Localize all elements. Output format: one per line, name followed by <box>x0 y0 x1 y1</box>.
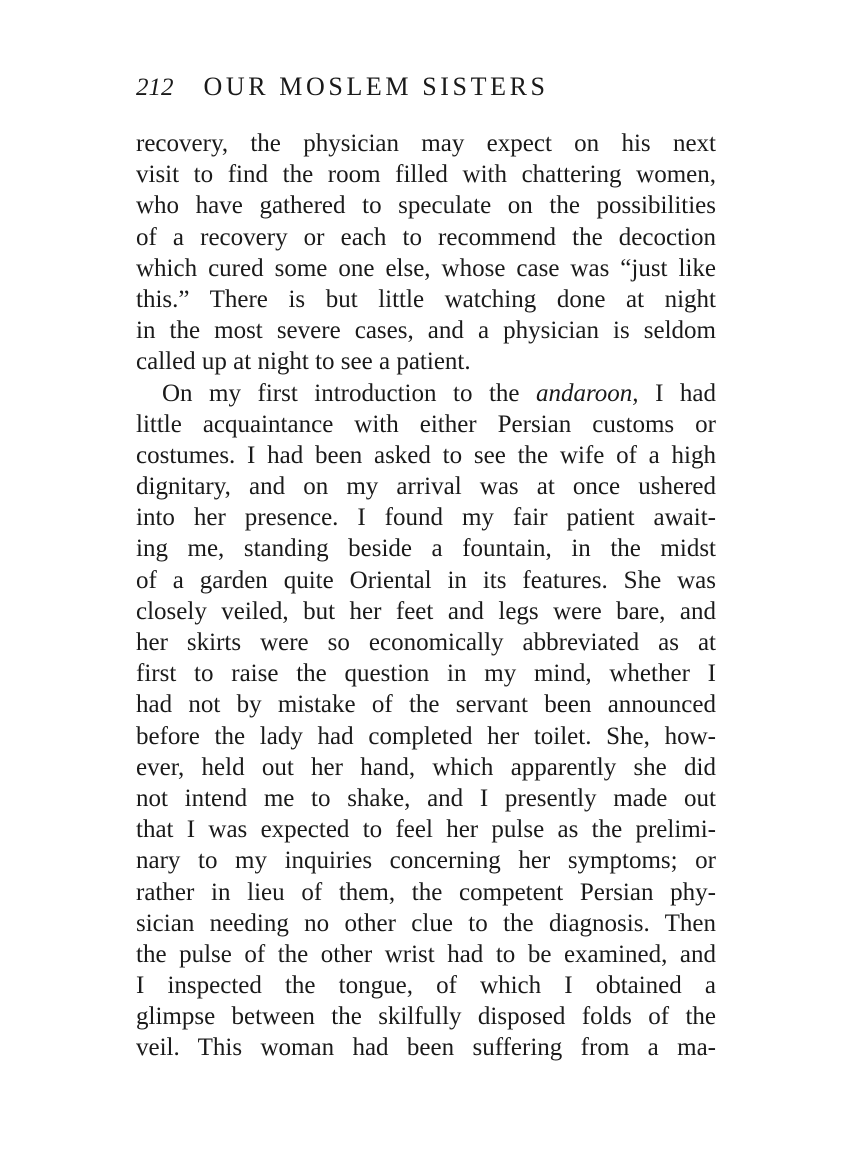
text-segment: On my first introduction to the <box>162 379 536 407</box>
text-line: her skirts were so economically abbreviated as at <box>136 629 716 656</box>
text-line: rather in lieu of them, the competent Persian phy- <box>136 878 716 906</box>
text-line: which cured some one else, whose case was “just like <box>136 254 716 282</box>
text-line: first to raise the question in my mind, whether I <box>136 660 716 688</box>
emphasized-word: andaroon, <box>536 379 639 407</box>
text-line: costumes. I had been asked to see the wife of a high <box>136 441 716 469</box>
text-line: that I was expected to feel her pulse as the prelimi- <box>136 816 716 844</box>
text-line: nary to my inquiries concerning her symptoms; or <box>136 847 716 875</box>
page-header <box>136 72 549 112</box>
text-line: closely veiled, but her feet and legs were bare, and <box>136 597 716 625</box>
text-line: in the most severe cases, and a physician is seldom <box>136 317 716 345</box>
text-line: ing me, standing beside a fountain, in the midst <box>136 535 716 563</box>
paragraph-1 <box>136 128 716 378</box>
paragraph-2 <box>136 378 716 1064</box>
text-line: glimpse between the skilfully disposed folds of the <box>136 1003 716 1031</box>
text-line: into her presence. I found my fair patient await- <box>136 504 716 532</box>
text-line: ever, held out her hand, which apparently she did <box>136 753 716 781</box>
text-line: this.” There is but little watching done at night <box>136 285 716 313</box>
text-line: the pulse of the other wrist had to be examined, and <box>136 940 716 968</box>
text-line: had not by mistake of the servant been announced <box>136 691 716 719</box>
body-text <box>136 128 716 1064</box>
text-line: called up at night to see a patient. <box>136 348 471 376</box>
text-line: I inspected the tongue, of which I obtained a <box>136 972 716 1000</box>
text-line: visit to find the room filled with chattering women, <box>136 161 716 189</box>
text-line: little acquaintance with either Persian customs or <box>136 410 716 438</box>
text-line: not intend me to shake, and I presently made out <box>136 784 716 812</box>
text-line: sician needing no other clue to the diagnosis. Then <box>136 909 716 937</box>
page-number: 212 <box>136 74 174 101</box>
text-segment: I had <box>638 379 716 407</box>
text-line: recovery, the physician may expect on his next <box>136 130 716 157</box>
text-line: of a garden quite Oriental in its features. She was <box>136 566 716 594</box>
running-title: OUR MOSLEM SISTERS <box>203 72 549 101</box>
text-line: of a recovery or each to recommend the decoction <box>136 223 716 251</box>
text-line: veil. This woman had been suffering from a ma- <box>136 1034 716 1062</box>
text-line: before the lady had completed her toilet. She, how- <box>136 722 716 750</box>
text-line <box>136 378 716 409</box>
text-line: who have gathered to speculate on the possibilities <box>136 192 716 220</box>
text-line: dignitary, and on my arrival was at once ushered <box>136 473 716 501</box>
